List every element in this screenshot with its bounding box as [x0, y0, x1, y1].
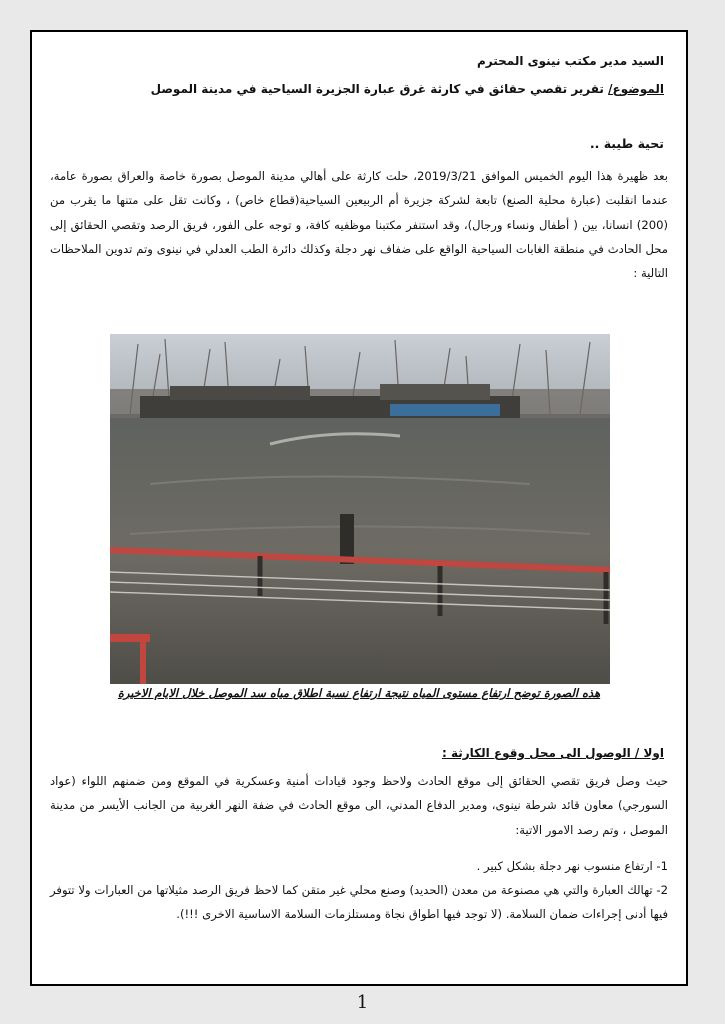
greeting: تحية طيبة .. [589, 136, 664, 151]
list-item: 1- ارتفاع منسوب نهر دجلة بشكل كبير . [476, 859, 668, 873]
subject-line [64, 82, 664, 96]
intro-paragraph: بعد ظهيرة هذا اليوم الخميس الموافق 2019/3/21، حلت كارثة على أهالي مدينة الموصل بصورة خاصة والعراق بصورة عامة، عندما انقلبت (عبارة محلية الصنع) تابعة لشركة جزيرة أم الربيعين السياحية(قطاع خاص) ، وكانت تقل على متنها ما يقرب من (200) انسانا، بين ( أطفال ونساء ورجال)، وقد استنفر مكتبنا موظفيه كافة، و توجه على الفور، فريق الرصد وتقصي الحقائق إلى محل الحادث في منطقة الغابات السياحية الواقع على ضفاف نهر دجلة وكذلك دائرة الطب العدلي في نينوى وتم تدوين الملاحظات التالية : [50, 169, 668, 281]
flood-photo [110, 334, 610, 684]
list-item: 2- تهالك العبارة والتي هي مصنوعة من معدن (الحديد) وصنع محلي غير متقن كما لاحظ فريق الرصد مثيلاتها من العبارات ولا تتوفر فيها أدنى إجراءات ضمان السلامة. (لا توجد فيها اطواق نجاة ومستلزمات السلامة الاساسية الاخرى !!!). [50, 883, 668, 922]
section-paragraph: حيث وصل فريق تقصي الحقائق إلى موقع الحادث ولاحظ وجود قيادات أمنية وعسكرية في الموقع ومن ضمنهم اللواء (عواد السورجي) معاون قائد شرطة نينوى، ومدير الدفاع المدني، الى موقع الحادث في ضفة النهر الغربية من الجانب الأيسر من مدينة الموصل ، وتم رصد الامور الاتية: [50, 774, 668, 837]
page-number: 1 [356, 992, 369, 1013]
photo-caption: هذه الصورة توضح ارتفاع مستوى المياه نتيجة ارتفاع نسبة اطلاق مياه سد الموصل خلال الايام الاخيرة [117, 686, 601, 700]
addressee: السيد مدير مكتب نينوى المحترم [476, 54, 664, 68]
flood-photo-image [110, 334, 610, 684]
document-page [30, 30, 688, 986]
subject-text: تقرير تقصي حقائق في كارثة غرق عبارة الجزيرة السياحية في مدينة الموصل [150, 82, 609, 96]
subject-label: الموضوع/ [608, 82, 664, 96]
section-heading: اولا / الوصول الى محل وقوع الكارثة : [442, 746, 664, 760]
